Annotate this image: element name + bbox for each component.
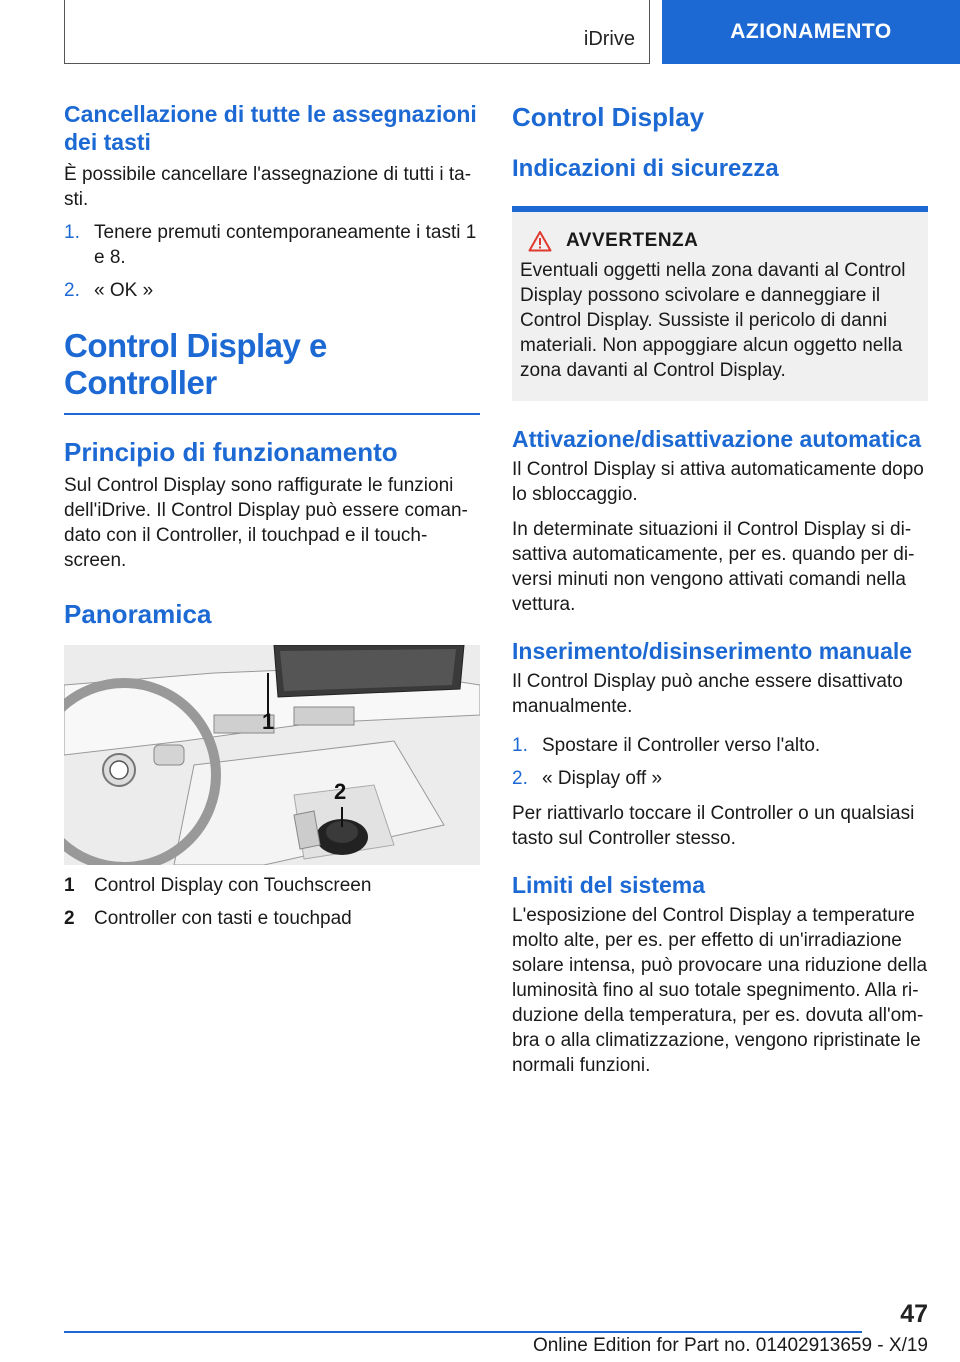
step-text: « OK » [94,280,154,301]
warning-box [512,206,928,401]
callout-2: 2 [334,779,347,804]
heading-limits: Limiti del sistema [512,872,706,898]
step-text: « Display off » [542,768,663,789]
heading-safety: Indicazioni di sicurezza [512,155,779,182]
callout-1: 1 [262,709,275,734]
cockpit-drawing [64,645,480,865]
heading-auto-activation: Attivazione/disattivazione automatica [512,426,921,452]
legend-item [64,873,480,898]
heading-principle: Principio di funzionamento [64,437,398,467]
step-number: 2. [512,768,528,789]
warning-title [520,230,920,252]
list-item [512,733,928,758]
heading-control-display-controller: Control Display e Controller [64,327,327,401]
paragraph-cancel-assignments: È possibile cancellare l'assegnazione di tutti i ta‑ sti. [64,164,472,210]
legend-number: 2 [64,908,75,929]
list-item [512,766,928,791]
header-section-title: iDrive [583,28,635,50]
paragraph-manual: Il Control Display può anche essere disattivato manualmente. [512,671,903,717]
heading-overview: Panoramica [64,599,212,629]
heading-control-display: Control Display [512,102,705,132]
step-number: 1. [512,735,528,756]
header-chapter-tab[interactable]: AZIONAMENTO [662,0,960,64]
left-column [64,100,480,931]
section-divider [64,413,480,415]
legend-number: 1 [64,875,75,896]
paragraph-auto-1: Il Control Display si attiva automaticamente dopo lo sbloccaggio. [512,459,924,505]
legend-text: Control Display con Touchscreen [94,875,372,896]
step-text: Tenere premuti contemporaneamente i tasti 1 e 8. [94,222,477,268]
step-text: Spostare il Controller verso l'alto. [542,735,821,756]
paragraph-limits: L'esposizione del Control Display a temperature molto alte, per es. per effetto di un'irradiazione solare intensa, può provocare una riduzione della luminosità fino al suo totale spegnimento. Alla ri‑ duzione della temperatura, per es. dovuta all'om‑ bra o alla climatizzazione, vengono ripristinate le normali funzioni. [512,905,928,1076]
warning-text: Eventuali oggetti nella zona davanti al Control Display possono scivolare e danneggiare il Control Display. Sussiste il pericolo di danni materiali. Non appoggiare alcun oggetto nella zona davanti al Control Display. [520,260,906,381]
step-number: 2. [64,280,80,301]
step-number: 1. [64,222,80,243]
page-number: 47 [900,1300,928,1328]
heading-manual: Inserimento/disinserimento manuale [512,638,913,664]
warning-title-text: AVVERTENZA [566,230,699,251]
paragraph-auto-2: In determinate situazioni il Control Display si di‑ sattiva automaticamente, per es. quando per di‑ versi minuti non vengono attivati comandi nella vettura. [512,519,915,615]
paragraph-reactivate: Per riattivarlo toccare il Controller o un qualsiasi tasto sul Controller stesso. [512,803,915,849]
right-column [512,100,928,1078]
footer-edition[interactable]: Online Edition for Part no. 01402913659 - X/19 [532,1335,928,1356]
header-box [64,0,650,64]
warning-triangle-icon [528,230,552,252]
paragraph-principle: Sul Control Display sono raffigurate le funzioni dell'iDrive. Il Control Display può essere coman‑ dato con il Controller, il touchpad e il touch‑ screen. [64,475,468,571]
legend-item [64,906,480,931]
list-item [64,220,480,270]
heading-cancel-assignments: Cancellazione di tutte le assegnazioni dei tasti [64,101,477,155]
cockpit-illustration [64,645,480,865]
legend-text: Controller con tasti e touchpad [94,908,352,929]
list-item [64,278,480,303]
footer-divider [64,1331,862,1333]
